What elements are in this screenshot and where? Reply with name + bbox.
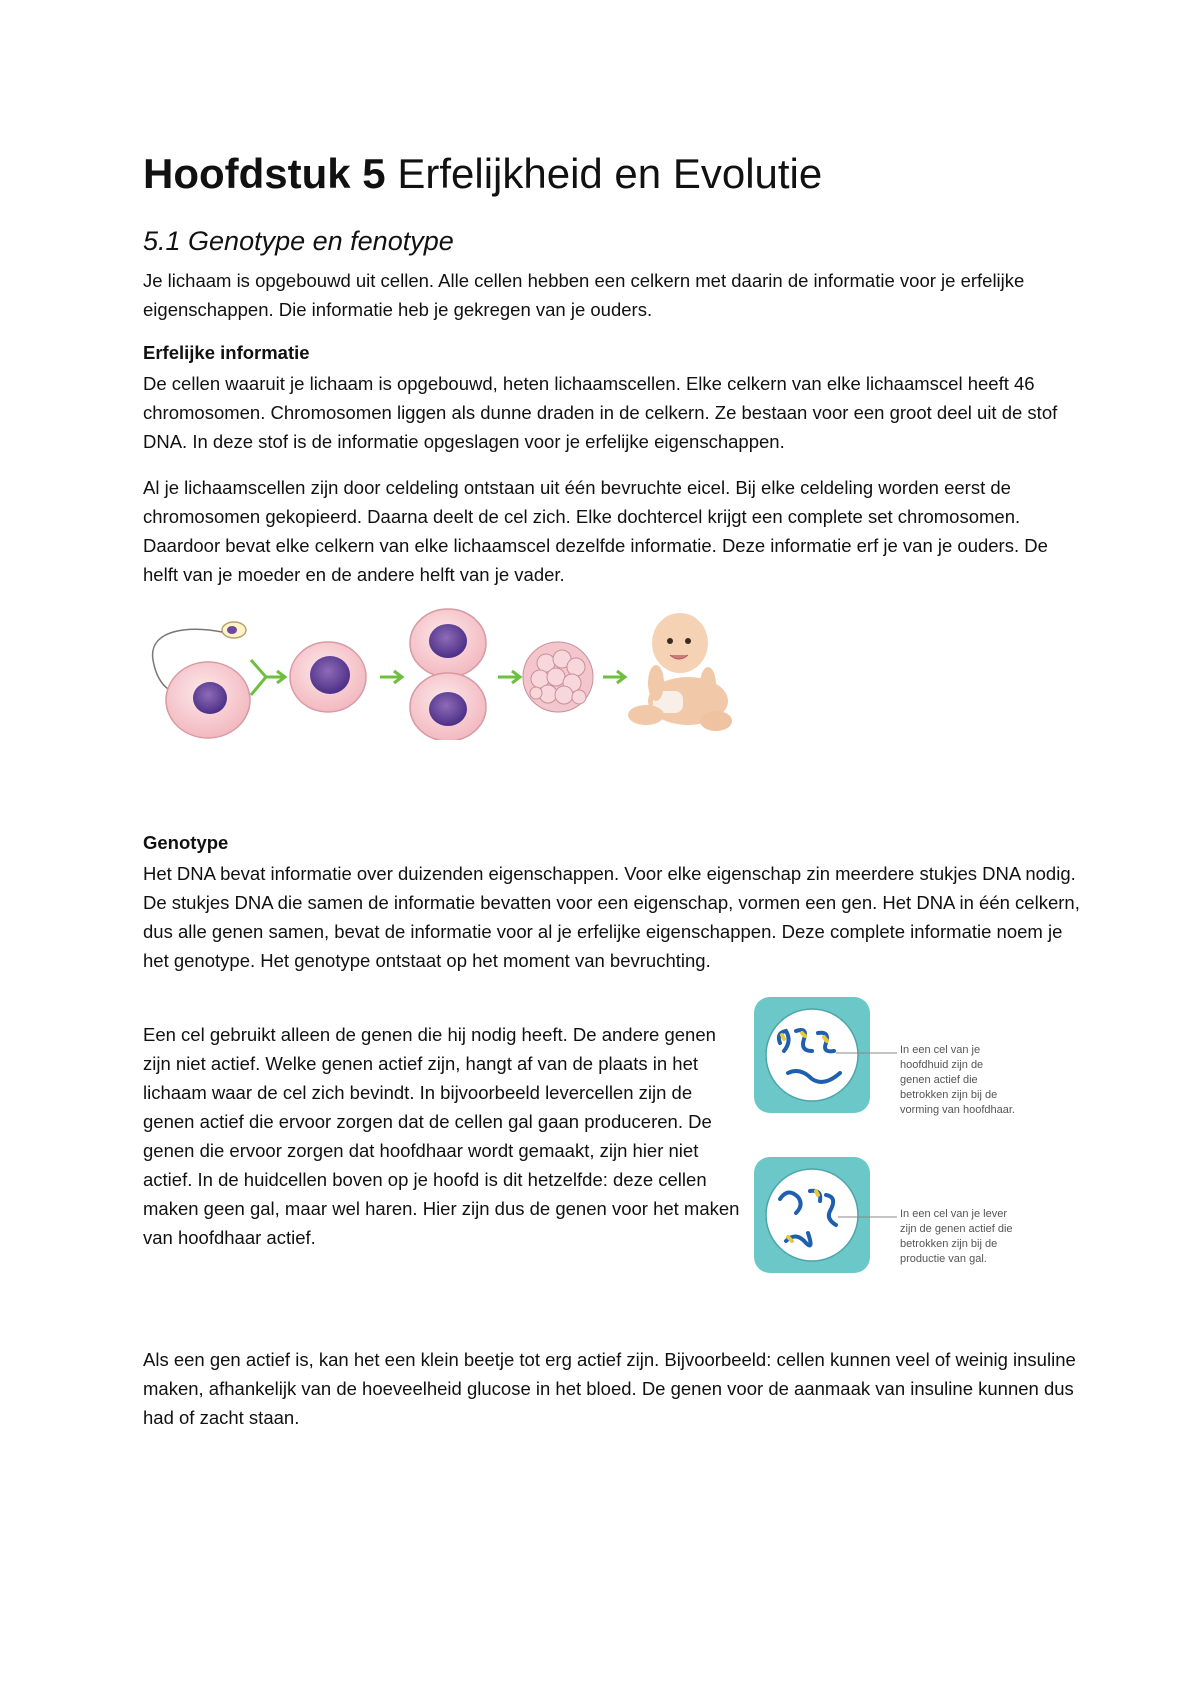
arrow-icon-2	[498, 671, 520, 683]
intro-paragraph: Je lichaam is opgebouwd uit cellen. Alle cellen hebben een celkern met daarin de informatie voor je erfelijke eigenschappen. Die informatie heb je gekregen van je ouders.	[143, 270, 1025, 320]
chapter-title: Erfelijkheid en Evolutie	[385, 150, 823, 197]
section-title: 5.1 Genotype en fenotype	[143, 226, 454, 256]
erfelijke-paragraph-2: Al je lichaamscellen zijn door celdeling ontstaan uit één bevruchte eicel. Bij elke celdeling worden eerst de chromosomen gekopieerd. Daarna deelt de cel zich. Elke dochtercel krijgt een complete set chromosomen. Daardoor bevat elke celkern van elke lichaamscel dezelfde informatie. Deze informatie erf je van je ouders. De helft van je moeder en de andere helft van je vader.	[143, 477, 1048, 585]
fork-arrow-icon	[251, 660, 285, 695]
erfelijke-paragraph-1: De cellen waaruit je lichaam is opgebouwd, heten lichaamscellen. Elke celkern van elke lichaamscel heeft 46 chromosomen. Chromosomen liggen als dunne draden in de celkern. Ze bestaan voor een groot deel uit de stof DNA. In deze stof is de informatie opgeslagen voor je erfelijke eigenschappen.	[143, 373, 1058, 452]
genotype-paragraph-3: Als een gen actief is, kan het een klein beetje tot erg actief zijn. Bijvoorbeeld: cellen kunnen veel of weinig insuline maken, afhankelijk van de hoeveelheid glucose in het bloed. De genen voor de aanmaak van insuline kunnen dus had of zacht staan.	[143, 1349, 1076, 1428]
heading-genotype: Genotype	[143, 832, 229, 853]
chapter-number: Hoofdstuk 5	[143, 150, 386, 197]
baby-icon	[628, 613, 732, 731]
cell-division-illustration	[148, 605, 748, 740]
liver-cell-icon	[754, 1157, 870, 1273]
page-title	[143, 150, 822, 198]
morula-icon	[523, 642, 593, 712]
egg-cell-icon	[166, 662, 250, 738]
caption-liver: In een cel van je lever zijn de genen actief die betrokken zijn bij de productie van gal.	[900, 1208, 1013, 1265]
scalp-cell-icon	[754, 997, 870, 1113]
two-cell-icon	[410, 609, 486, 740]
caption-scalp: In een cel van je hoofdhuid zijn de genen actief die betrokken zijn bij de vorming van hoofdhaar.	[900, 1044, 1015, 1116]
gene-activity-illustration	[752, 995, 1062, 1275]
genotype-paragraph-2: Een cel gebruikt alleen de genen die hij nodig heeft. De andere genen zijn niet actief. Welke genen actief zijn, hangt af van de plaats in het lichaam waar de cel zich bevindt. In bijvoorbeeld levercellen zijn de genen actief die ervoor zorgen dat de cellen gal gaan produceren. De genen die ervoor zorgen dat hoofdhaar wordt gemaakt, zijn hier niet actief. In de huidcellen boven op je hoofd is dit hetzelfde: deze cellen maken geen gal, maar wel haren. Hier zijn dus de genen voor het maken van hoofdhaar actief.	[143, 1024, 740, 1248]
arrow-icon	[380, 671, 402, 683]
arrow-icon-3	[603, 671, 625, 683]
heading-erfelijke-informatie: Erfelijke informatie	[143, 342, 310, 363]
single-cell-icon	[290, 642, 366, 712]
genotype-paragraph-1: Het DNA bevat informatie over duizenden eigenschappen. Voor elke eigenschap zin meerdere stukjes DNA nodig. De stukjes DNA die samen de informatie bevatten voor een eigenschap, vormen een gen. Het DNA in één celkern, dus alle genen samen, bevat de informatie voor al je erfelijke eigenschappen. Deze complete informatie noem je het genotype. Het genotype ontstaat op het moment van bevruchting.	[143, 863, 1080, 971]
